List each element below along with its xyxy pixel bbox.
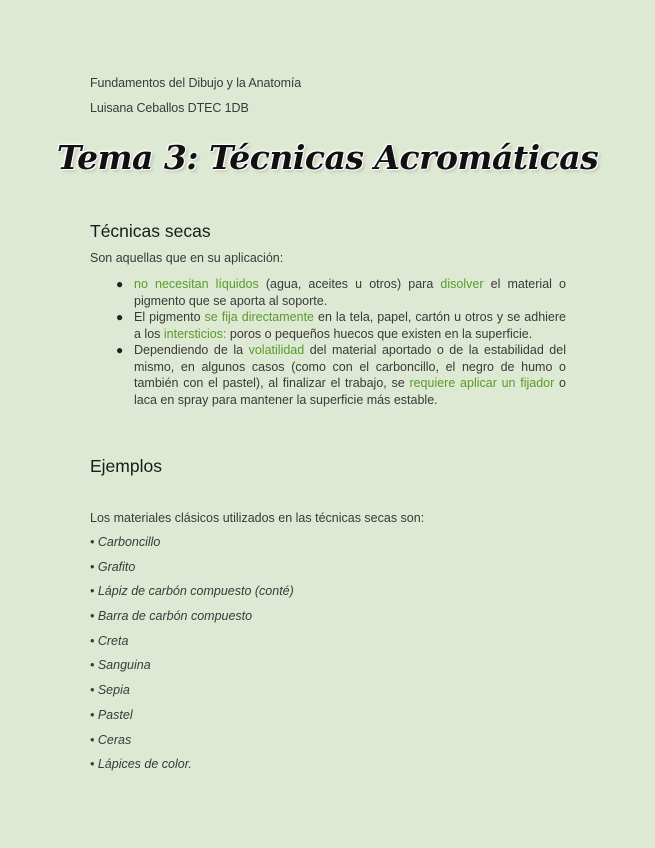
list-item: • Carboncillo <box>90 535 161 549</box>
bullet-icon: ● <box>116 310 124 324</box>
section-heading-ejemplos: Ejemplos <box>90 456 162 476</box>
bullet-icon: ● <box>116 343 124 357</box>
list-item: • Grafito <box>90 559 136 574</box>
list-item: ● no necesitan líquidos (agua, aceites u otros) para disolver el material o pigmento que se aporta al soporte. <box>116 277 566 308</box>
section-intro: Son aquellas que en su aplicación: <box>90 251 284 265</box>
page-title: Tema 3: Técnicas Acromáticas <box>56 138 599 177</box>
list-item: • Barra de carbón compuesto <box>90 609 253 624</box>
course-name: Fundamentos del Dibujo y la Anatomía <box>90 76 302 90</box>
list-item: • Ceras <box>90 732 132 747</box>
characteristics-list <box>116 276 566 408</box>
list-item: • Pastel <box>90 707 133 722</box>
list-item: • Lápiz de carbón compuesto (conté) <box>90 584 294 599</box>
list-item: ● El pigmento se fija directamente en la tela, papel, cartón u otros y se adhiere a los intersticios: poros o pequeños huecos que existen en la superficie. <box>116 310 566 341</box>
section-heading-tecnicas-secas: Técnicas secas <box>90 221 211 241</box>
materials-list <box>90 534 294 781</box>
list-item: • Creta <box>90 633 129 648</box>
list-item: • Sanguina <box>90 658 151 673</box>
bullet-icon: ● <box>116 277 124 291</box>
materials-intro: Los materiales clásicos utilizados en las técnicas secas son: <box>90 511 425 525</box>
list-item: • Sepia <box>90 683 130 698</box>
list-item: ● Dependiendo de la volatilidad del material aportado o de la estabilidad del mismo, en algunos casos (como con el carboncillo, el negro de humo o también con el pastel), al finalizar el trabajo, se requiere aplicar un fijador o laca en spray para mantener la superficie más estable. <box>116 343 566 407</box>
author-line: Luisana Ceballos DTEC 1DB <box>90 101 249 115</box>
list-item: • Lápices de color. <box>90 757 192 772</box>
